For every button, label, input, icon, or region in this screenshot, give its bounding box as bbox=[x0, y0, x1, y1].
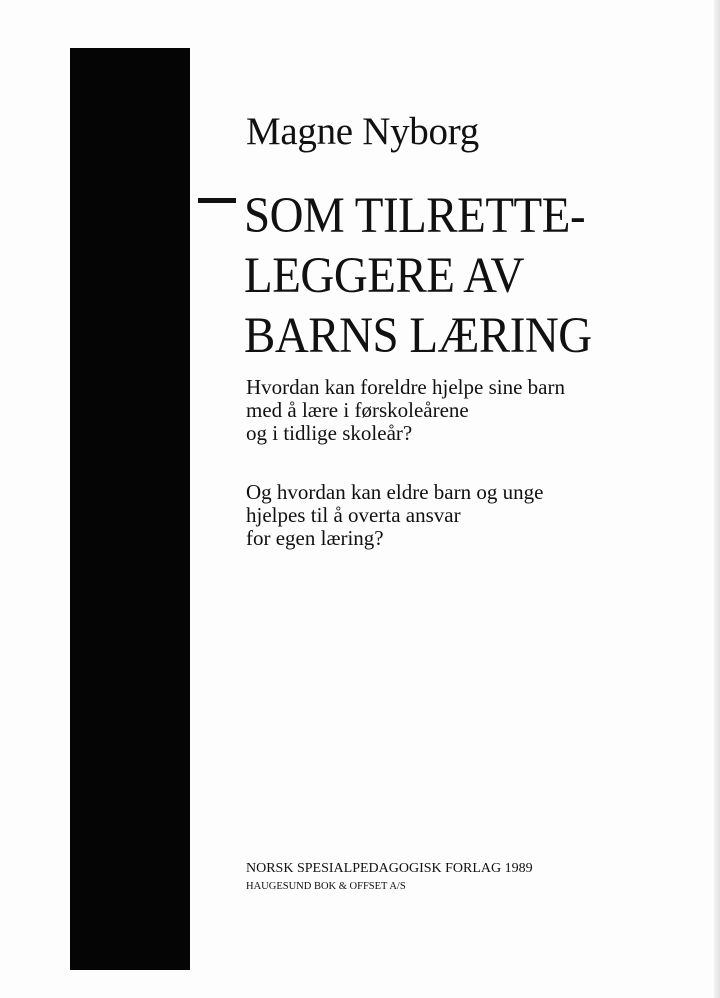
author-name: Magne Nyborg bbox=[246, 110, 479, 153]
question-paragraph-2 bbox=[246, 481, 543, 550]
page-edge bbox=[714, 0, 720, 998]
paragraph-line: Og hvordan kan eldre barn og unge bbox=[246, 480, 544, 504]
paragraph-line: hjelpes til å overta ansvar bbox=[246, 503, 461, 527]
title-dash bbox=[198, 198, 236, 203]
publisher-line: NORSK SPESIALPEDAGOGISK FORLAG 1989 bbox=[246, 861, 533, 876]
title-line: LEGGERE AV bbox=[244, 248, 524, 304]
paragraph-line: Hvordan kan foreldre hjelpe sine barn bbox=[246, 375, 565, 399]
title-line: BARNS LÆRING bbox=[244, 308, 592, 364]
paragraph-line: med å lære i førskoleårene bbox=[246, 398, 469, 422]
black-vertical-bar bbox=[70, 48, 190, 970]
paragraph-line: og i tidlige skoleår? bbox=[246, 421, 413, 445]
question-paragraph-1 bbox=[246, 376, 565, 445]
paragraph-line: for egen læring? bbox=[246, 526, 384, 550]
book-title bbox=[244, 186, 592, 366]
printer-line: HAUGESUND BOK & OFFSET A/S bbox=[246, 881, 406, 892]
title-line: SOM TILRETTE- bbox=[244, 188, 586, 244]
